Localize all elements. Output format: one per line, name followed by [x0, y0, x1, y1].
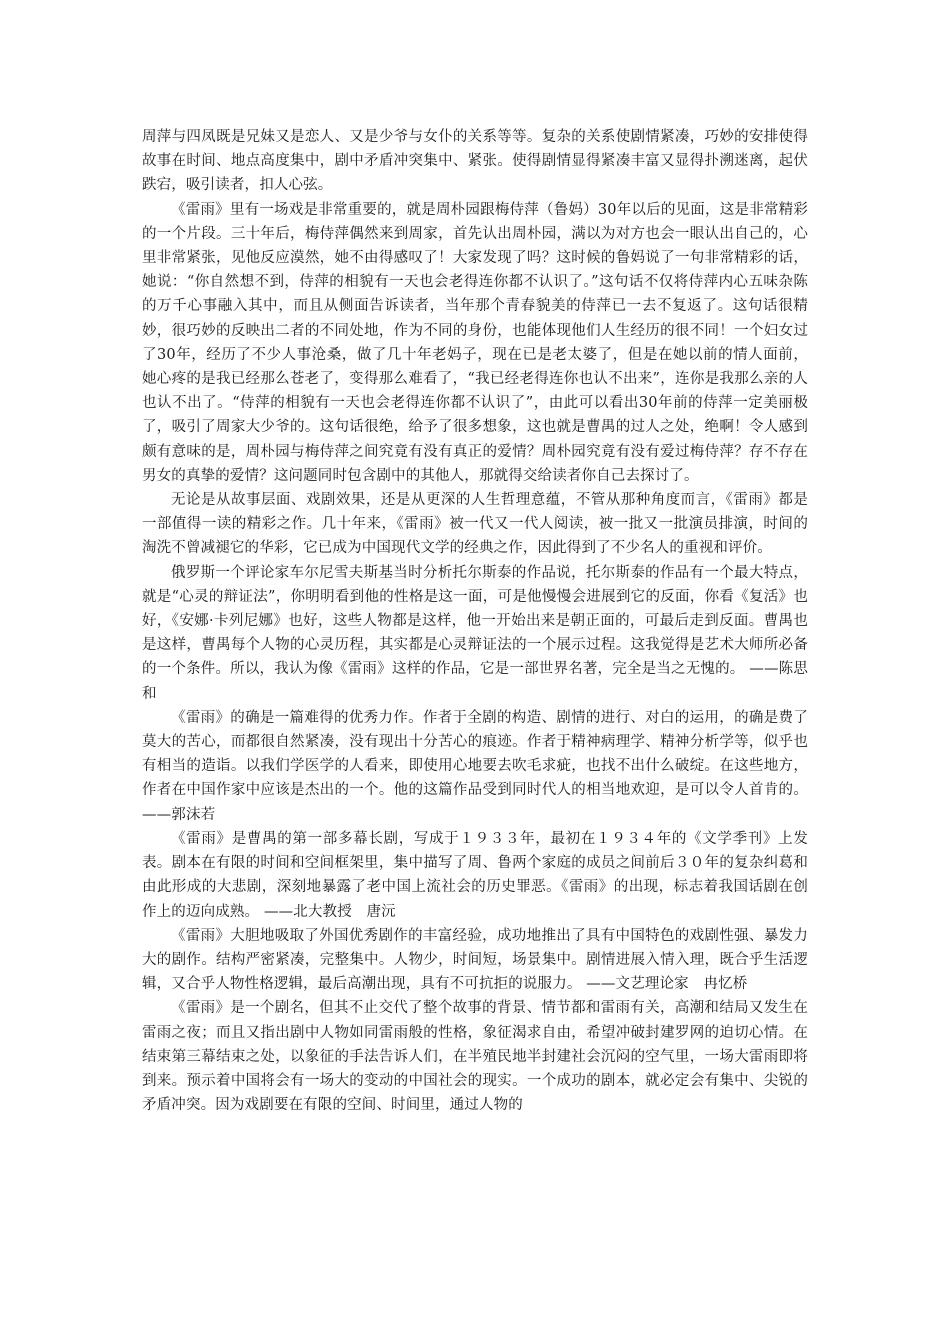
document-body — [142, 125, 808, 1117]
paragraph-meeting-scene: 《雷雨》里有一场戏是非常重要的，就是周朴园跟梅侍萍（鲁妈）30年以后的见面，这是非常精彩的一个片段。三十年后，梅侍萍偶然来到周家，首先认出周朴园，满以为对方也会一眼认出自己的，心里非常紧张，见他反应漠然，她不由得感叹了！大家发现了吗？这时候的鲁妈说了一句非常精彩的话，她说：“你自然想不到，侍萍的相貌有一天也会老得连你都不认识了。”这句话不仅将侍萍内心五味杂陈的万千心事融入其中，而且从侧面告诉读者，当年那个青春貌美的侍萍已一去不复返了。这句话很精妙，很巧妙的反映出二者的不同处地，作为不同的身份，也能体现他们人生经历的很不同！一个妇女过了30年，经历了不少人事沧桑，做了几十年老妈子，现在已是老太婆了，但是在她以前的情人面前， 她心疼的是我已经那么苍老了，变得那么难看了，“我已经老得连你也认不出来”，连你是我那么亲的人也认不出了。“侍萍的相貌有一天也会老得连你都不认识了”，由此可以看出30年前的侍萍一定美丽极了，吸引了周家大少爷的。这句话很绝，给予了很多想象，这也就是曹禺的过人之处，绝啊！令人感到颇有意味的是，周朴园与梅侍萍之间究竟有没有真正的爱情？周朴园究竟有没有爱过梅侍萍？存不存在男女的真挚的爱情？这问题同时包含剧中的其他人，那就得交给读者你自己去探讨了。 — [142, 201, 808, 484]
paragraph-plot-structure: 周萍与四凤既是兄妹又是恋人、又是少爷与女仆的关系等等。复杂的关系使剧情紧凑，巧妙的安排使得故事在时间、地点高度集中，剧中矛盾冲突集中、紧张。使得剧情显得紧凑丰富又显得扑溯迷离，起伏跌宕，吸引读者，扣人心弦。 — [142, 129, 808, 194]
paragraph-title-meaning: 《雷雨》是一个剧名，但其不止交代了整个故事的背景、情节都和雷雨有关，高潮和结局又发生在雷雨之夜；而且又指出剧中人物如同雷雨般的性格，象征渴求自由，希望冲破封建罗网的迫切心情。在结束第三幕结束之处，以象征的手法告诉人们，在半殖民地半封建社会沉闷的空气里，一场大雷雨即将到来。预示着中国将会有一场大的变动的中国社会的现实。一个成功的剧本，就必定会有集中、尖锐的矛盾冲突。因为戏剧要在有限的空间、时间里，通过人物的 — [142, 1000, 808, 1114]
paragraph-review-guo-moruo: 《雷雨》的确是一篇难得的优秀力作。作者于全剧的构造、剧情的进行、对白的运用，的确是费了莫大的苦心，而都很自然紧凑，没有现出十分苦心的痕迹。作者于精神病理学、精神分析学等，似乎也有相当的造诣。以我们学医学的人看来，即使用心地要去吹毛求疵，也找不出什么破绽。在这些地方，作者在中国作家中应该是杰出的一个。他的这篇作品受到同时代人的相当地欢迎，是可以令人首肯的。 ——郭沫若 — [142, 709, 808, 823]
paragraph-review-chen-sihe: 俄罗斯一个评论家车尔尼雪夫斯基当时分析托尔斯泰的作品说，托尔斯泰的作品有一个最大特点，就是“心灵的辩证法”，你明明看到他的性格是这一面，可是他慢慢会进展到它的反面，你看《复活》也好，《安娜·卡列尼娜》也好，这些人物都是这样，他一开始出来是朝正面的，可最后走到反面。曹禺也是这样，曹禺每个人物的心灵历程，其实都是心灵辩证法的一个展示过程。这我觉得是艺术大师所必备的一个条件。所以，我认为像《雷雨》这样的作品，它是一部世界名著，完全是当之无愧的。 ——陈思和 — [142, 564, 808, 702]
paragraph-review-tang-yuan: 《雷雨》是曹禺的第一部多幕长剧，写成于１９３３年，最初在１９３４年的《文学季刊》上发表。剧本在有限的时间和空间框架里，集中描写了周、鲁两个家庭的成员之间前后３０年的复杂纠葛和由此形成的大悲剧，深刻地暴露了老中国上流社会的历史罪恶。《雷雨》的出现，标志着我国话剧在创作上的迈向成熟。 ——北大教授 唐沅 — [142, 830, 808, 920]
paragraph-review-ran-yiqiao: 《雷雨》大胆地吸取了外国优秀剧作的丰富经验，成功地推出了具有中国特色的戏剧性强、暴发力大的剧作。结构严密紧凑，完整集中。人物少，时间短，场景集中。剧情进展入情入理，既合乎生活逻辑，又合乎人物性格逻辑，最后高潮出现，具有不可抗拒的说服力。 ——文艺理论家 冉忆桥 — [142, 927, 808, 993]
paragraph-classic-work: 无论是从故事层面、戏剧效果，还是从更深的人生哲理意蕴，不管从那种角度而言，《雷雨》都是一部值得一读的精彩之作。几十年来，《雷雨》被一代又一代人阅读，被一批又一批演员排演，时间的淘洗不曾减褪它的华彩，它已成为中国现代文学的经典之作，因此得到了不少名人的重视和评价。 — [142, 492, 808, 557]
